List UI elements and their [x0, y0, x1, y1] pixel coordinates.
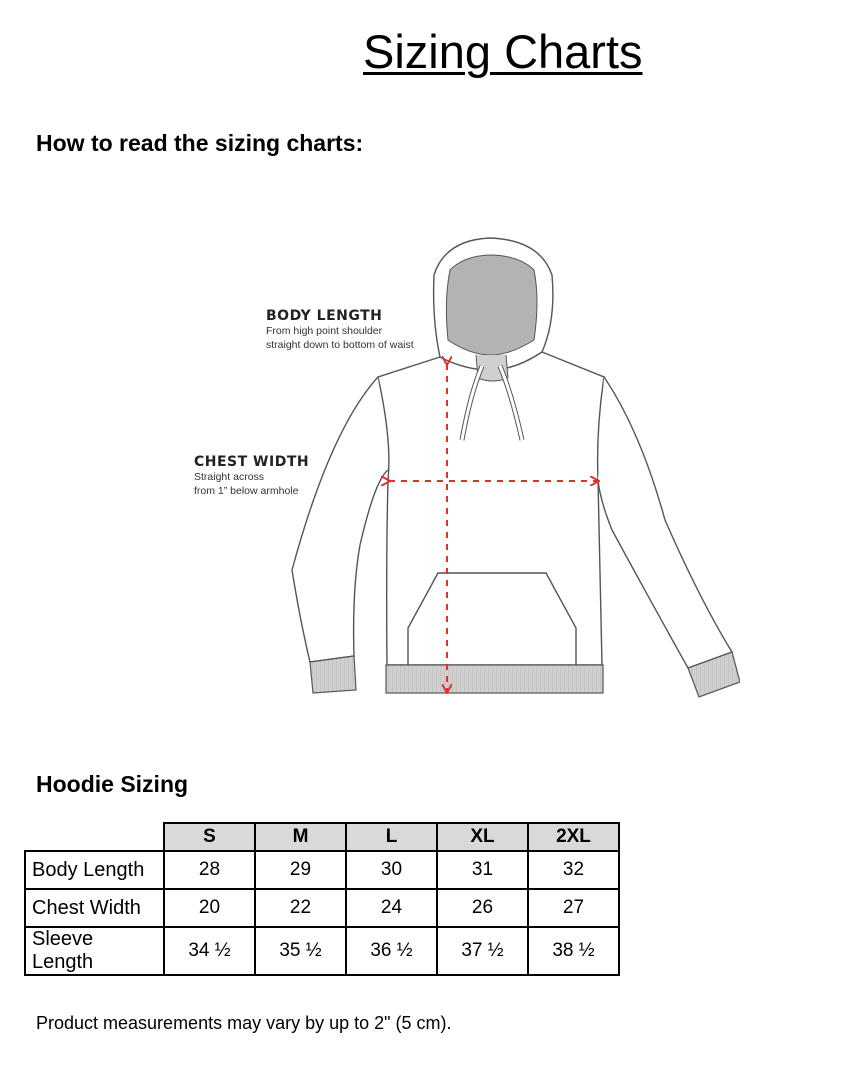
table-row — [25, 927, 619, 975]
table-row — [25, 889, 619, 927]
hoodie-hood-inner — [446, 255, 537, 355]
row-label: Body Length — [25, 851, 164, 889]
table-header-row — [25, 823, 619, 851]
table-cell: 27 — [528, 889, 619, 927]
hoodie-waistband — [386, 665, 603, 693]
hoodie-diagram — [180, 230, 740, 700]
table-row — [25, 851, 619, 889]
chest-width-desc-2: from 1” below armhole — [194, 485, 299, 497]
table-cell: 36 ½ — [346, 927, 437, 975]
table-cell: 34 ½ — [164, 927, 255, 975]
measurement-note: Product measurements may vary by up to 2" (5 cm). — [36, 1013, 452, 1033]
table-corner — [25, 823, 164, 851]
hoodie-right-sleeve — [598, 377, 732, 668]
table-cell: 30 — [346, 851, 437, 889]
row-label: Chest Width — [25, 889, 164, 927]
body-length-desc-1: From high point shoulder — [266, 325, 383, 337]
column-header: XL — [437, 823, 528, 851]
howto-heading: How to read the sizing charts: — [36, 130, 364, 156]
hoodie-sizing-heading: Hoodie Sizing — [36, 771, 189, 797]
table-cell: 38 ½ — [528, 927, 619, 975]
chest-width-desc-1: Straight across — [194, 471, 265, 483]
hoodie-left-sleeve — [292, 377, 388, 662]
hoodie-size-table — [24, 822, 620, 976]
body-length-title: BODY LENGTH — [266, 308, 383, 324]
table-cell: 22 — [255, 889, 346, 927]
column-header: 2XL — [528, 823, 619, 851]
table-cell: 31 — [437, 851, 528, 889]
hoodie-left-cuff — [310, 656, 356, 693]
table-cell: 24 — [346, 889, 437, 927]
table-cell: 37 ½ — [437, 927, 528, 975]
row-label: Sleeve Length — [25, 927, 164, 975]
table-cell: 26 — [437, 889, 528, 927]
body-length-desc-2: straight down to bottom of waist — [266, 339, 414, 351]
page-title: Sizing Charts — [363, 25, 643, 78]
table-cell: 20 — [164, 889, 255, 927]
column-header: S — [164, 823, 255, 851]
column-header: L — [346, 823, 437, 851]
column-header: M — [255, 823, 346, 851]
hoodie-pocket — [408, 573, 576, 665]
table-cell: 29 — [255, 851, 346, 889]
table-cell: 32 — [528, 851, 619, 889]
table-cell: 28 — [164, 851, 255, 889]
chest-width-title: CHEST WIDTH — [194, 454, 310, 470]
table-cell: 35 ½ — [255, 927, 346, 975]
